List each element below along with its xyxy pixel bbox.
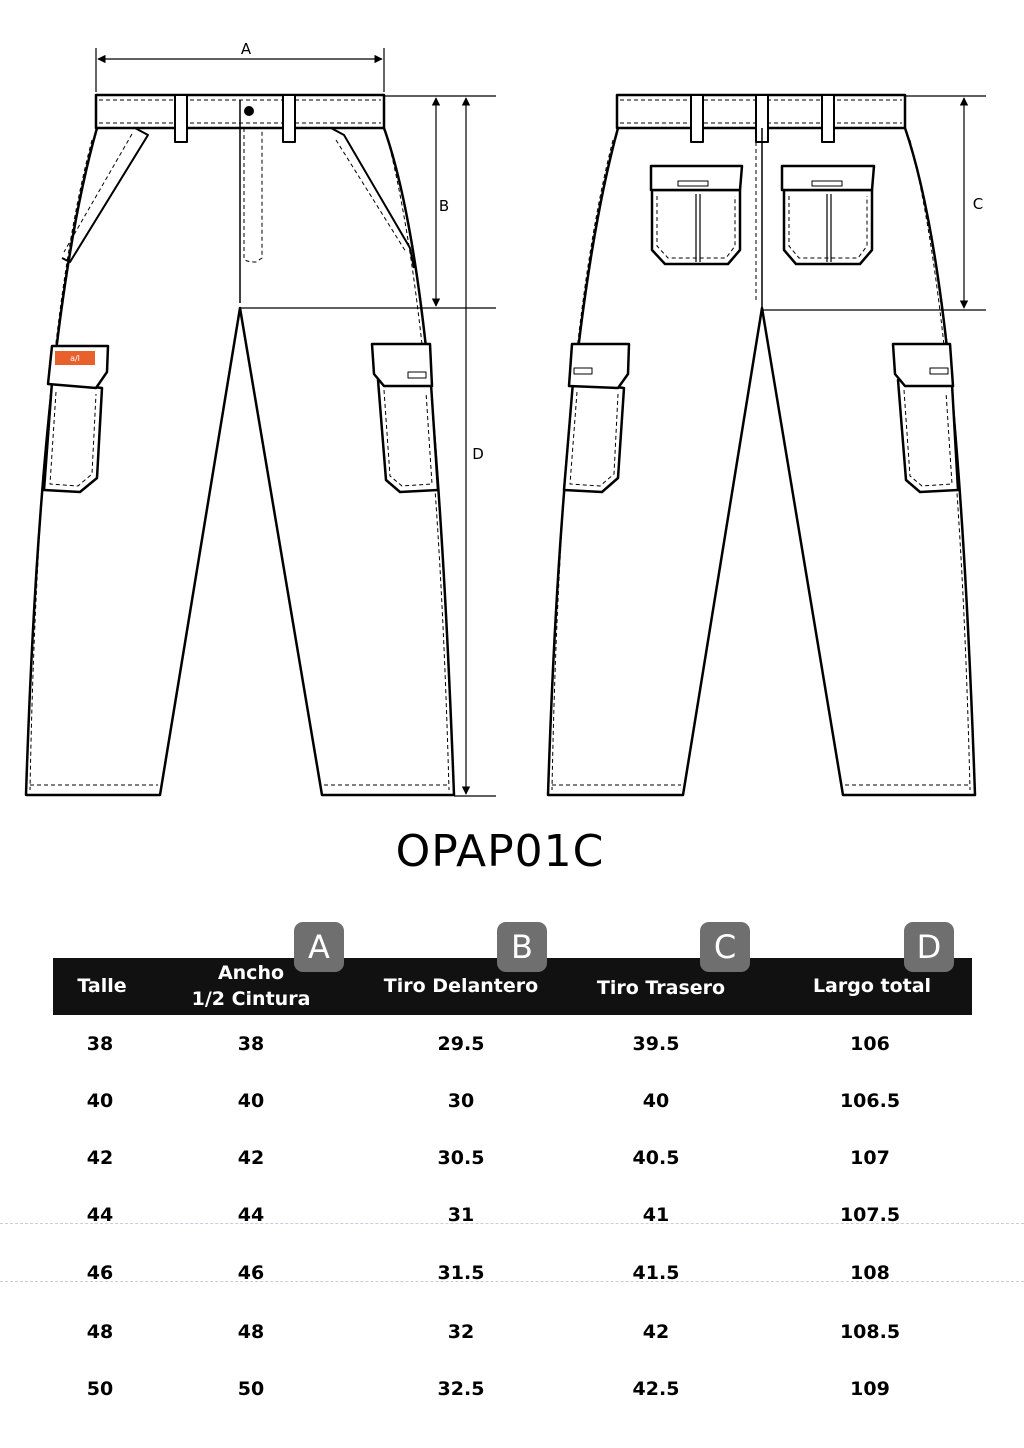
waist-button xyxy=(244,106,254,116)
cell-ancho: 48 xyxy=(237,1321,265,1343)
table-row xyxy=(53,1138,972,1178)
dimension-d-label: D xyxy=(472,445,484,463)
cell-talle: 42 xyxy=(86,1147,114,1169)
front-pocket-left xyxy=(62,128,148,262)
cell-ancho: 44 xyxy=(237,1204,265,1226)
cell-talle: 46 xyxy=(86,1262,114,1284)
table-row xyxy=(53,1081,972,1121)
back-cargo-pocket-right xyxy=(898,380,958,492)
cell-largo-total: 106 xyxy=(850,1033,890,1055)
cell-talle: 50 xyxy=(86,1378,114,1400)
back-cargo-flap-right xyxy=(893,344,953,386)
cell-tiro-delantero: 29.5 xyxy=(437,1033,485,1055)
cell-largo-total: 108.5 xyxy=(839,1321,901,1343)
cell-tiro-trasero: 39.5 xyxy=(632,1033,680,1055)
header-ancho-line1: Ancho xyxy=(217,962,285,984)
cell-tiro-trasero: 42.5 xyxy=(632,1378,680,1400)
cell-largo-total: 107.5 xyxy=(839,1204,901,1226)
back-view xyxy=(548,95,975,795)
back-pocket-right xyxy=(784,190,872,264)
table-row xyxy=(53,1024,972,1064)
cell-talle: 40 xyxy=(86,1090,114,1112)
cell-tiro-trasero: 41 xyxy=(642,1204,670,1226)
back-cargo-flap-left xyxy=(569,344,629,388)
badge-d: D xyxy=(904,922,954,972)
header-ancho-line2: 1/2 Cintura xyxy=(191,988,311,1010)
header-ancho xyxy=(171,960,331,1012)
cell-tiro-delantero: 31 xyxy=(447,1204,475,1226)
table-row xyxy=(53,1253,972,1293)
front-belt-loop xyxy=(283,95,295,142)
back-belt-loop xyxy=(822,95,834,142)
back-cargo-pocket-left xyxy=(564,382,624,492)
cell-ancho: 50 xyxy=(237,1378,265,1400)
table-row xyxy=(53,1312,972,1352)
front-cargo-flap-right xyxy=(372,344,432,386)
cell-largo-total: 109 xyxy=(850,1378,890,1400)
badge-b: B xyxy=(497,922,547,972)
cell-tiro-delantero: 31.5 xyxy=(437,1262,485,1284)
header-tiro-trasero: Tiro Trasero xyxy=(596,977,726,999)
front-view xyxy=(26,95,454,795)
front-dimensions xyxy=(96,48,496,796)
cell-tiro-delantero: 32 xyxy=(447,1321,475,1343)
cell-ancho: 46 xyxy=(237,1262,265,1284)
cell-tiro-delantero: 30 xyxy=(447,1090,475,1112)
dimension-c-label: C xyxy=(972,195,984,213)
front-belt-loop xyxy=(175,95,187,142)
cell-largo-total: 106.5 xyxy=(839,1090,901,1112)
badge-a: A xyxy=(294,922,344,972)
front-pocket-right xyxy=(331,128,414,268)
cell-talle: 48 xyxy=(86,1321,114,1343)
cell-tiro-trasero: 42 xyxy=(642,1321,670,1343)
header-tiro-delantero: Tiro Delantero xyxy=(383,975,539,997)
cell-tiro-delantero: 30.5 xyxy=(437,1147,485,1169)
header-largo-total: Largo total xyxy=(812,975,932,997)
header-talle: Talle xyxy=(77,975,127,997)
back-belt-loop xyxy=(691,95,703,142)
dimension-a-label: A xyxy=(240,40,252,58)
cell-talle: 38 xyxy=(86,1033,114,1055)
cell-talle: 44 xyxy=(86,1204,114,1226)
brand-tag-label: a/l xyxy=(70,354,80,363)
cell-ancho: 38 xyxy=(237,1033,265,1055)
dimension-b-label: B xyxy=(438,197,450,215)
model-code: OPAP01C xyxy=(395,826,605,877)
cell-largo-total: 108 xyxy=(850,1262,890,1284)
cell-tiro-delantero: 32.5 xyxy=(437,1378,485,1400)
cell-tiro-trasero: 40 xyxy=(642,1090,670,1112)
cell-largo-total: 107 xyxy=(850,1147,890,1169)
cell-ancho: 40 xyxy=(237,1090,265,1112)
front-cargo-pocket-right xyxy=(378,380,438,492)
cell-ancho: 42 xyxy=(237,1147,265,1169)
cell-tiro-trasero: 41.5 xyxy=(632,1262,680,1284)
badge-c: C xyxy=(700,922,750,972)
table-row xyxy=(53,1369,972,1409)
table-row xyxy=(53,1195,972,1235)
cell-tiro-trasero: 40.5 xyxy=(632,1147,680,1169)
